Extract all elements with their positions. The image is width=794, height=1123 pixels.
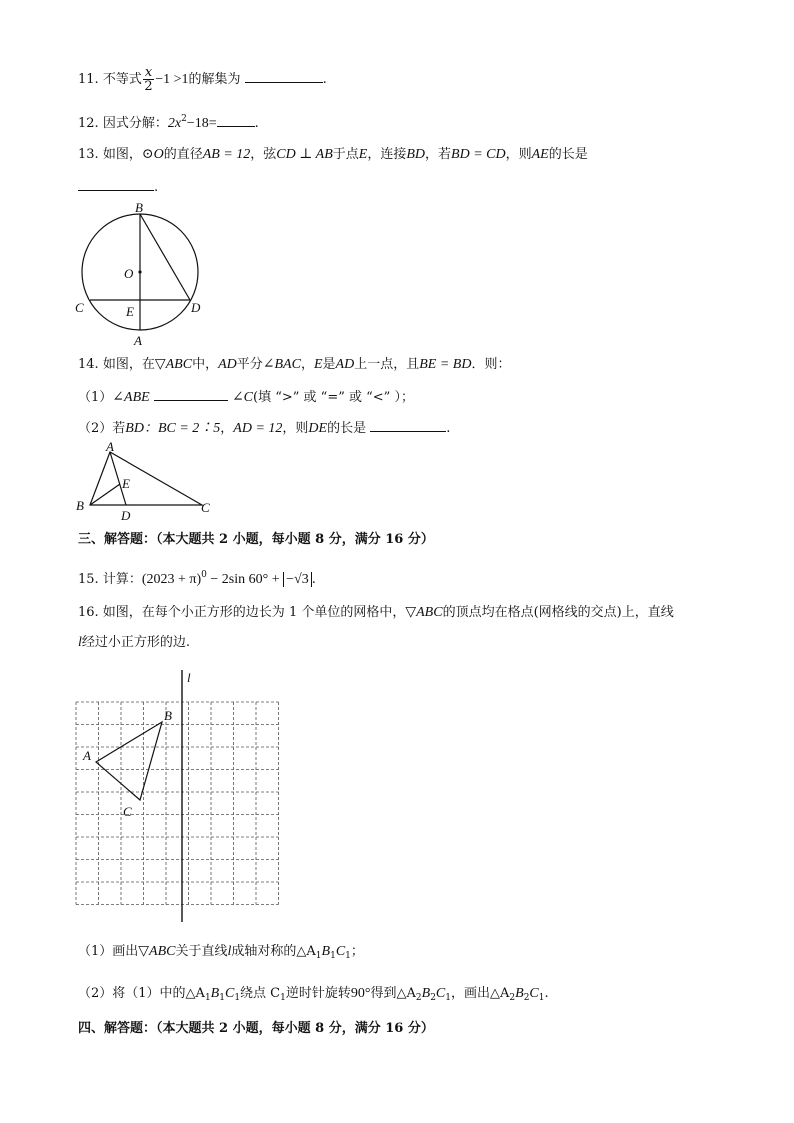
section-3-title: 三、解答题：（本大题共 2 小题，每小题 8 分，满分 16 分）: [78, 532, 434, 547]
question-12: 12. 因式分解：$2x^2-18=$ .: [78, 114, 259, 131]
label-b: B: [164, 708, 172, 723]
label-a: A: [134, 333, 142, 348]
label-d: D: [121, 508, 131, 523]
question-16-part-1: （1）画出▽ABC关于直线l成轴对称的$\triangle A_1B_1C_1$；: [78, 944, 364, 961]
label-a: A: [106, 440, 114, 454]
question-16: 16. 如图，在每个小正方形的边长为 1 个单位的网格中，▽ABC的顶点均在格点(网格线的交点)上，直线: [78, 605, 674, 620]
label-e: E: [126, 304, 134, 319]
label-o: O: [124, 266, 134, 281]
segment-bd: [140, 214, 190, 300]
label-a: A: [83, 748, 91, 763]
triangle-abc: [90, 452, 202, 505]
answer-blank[interactable]: [245, 68, 323, 83]
answer-blank[interactable]: [78, 176, 154, 191]
section-4-title: 四、解答题：（本大题共 2 小题，每小题 8 分，满分 16 分）: [78, 1021, 434, 1036]
figure-16-grid: [70, 662, 290, 926]
center-point: [138, 270, 141, 273]
answer-blank[interactable]: [154, 386, 228, 401]
label-b: B: [135, 200, 143, 215]
figure-13-circle: [70, 200, 220, 350]
label-e: E: [122, 476, 130, 491]
question-13-answer: .: [78, 176, 158, 197]
question-16-line-2: l经过小正方形的边.: [78, 635, 191, 650]
figure-14-triangle: [72, 440, 222, 524]
label-c: C: [201, 500, 210, 515]
question-14-part-1: （1）∠ABE ∠C(填 “>” 或 “=” 或 “<” ）；: [78, 386, 414, 407]
question-16-part-2: （2）将（1）中的$\triangle A_1B_1C_1$绕点 $C_1$逆时针旋转90°得到$\triangle A_2B_2C_1$，画出$\triangle A_2B_2C_1$.: [78, 986, 549, 1003]
label-d: D: [191, 300, 201, 315]
fraction: $\frac{x}{2}$: [144, 65, 153, 94]
question-13: 13. 如图，⊙O的直径AB = 12，弦CD ⊥ AB于点E，连接BD，若BD = CD，则AE的长是: [78, 147, 588, 162]
label-c: C: [75, 300, 84, 315]
question-14-part-2: （2）若BD：BC = 2∶5，AD = 12，则DE的长是 .: [78, 417, 450, 438]
question-11: 11. 不等式 $\frac{x}{2}$ −1 >1的解集为 .: [78, 65, 327, 94]
label-l: l: [187, 670, 191, 685]
dashed-grid: [76, 702, 279, 905]
question-15: 15. 计算：$(2023 + \pi)^0 - 2\sin$ 60° + −√3 .: [78, 570, 316, 587]
label-c: C: [123, 804, 132, 819]
question-14: 14. 如图，在▽ABC中，AD平分∠BAC，E是AD上一点，且BE = BD．则：: [78, 357, 511, 372]
triangle-abc: [96, 722, 162, 800]
answer-blank[interactable]: [217, 112, 255, 127]
absolute-value: −√3: [283, 572, 312, 587]
label-b: B: [76, 498, 84, 513]
answer-blank[interactable]: [370, 417, 446, 432]
